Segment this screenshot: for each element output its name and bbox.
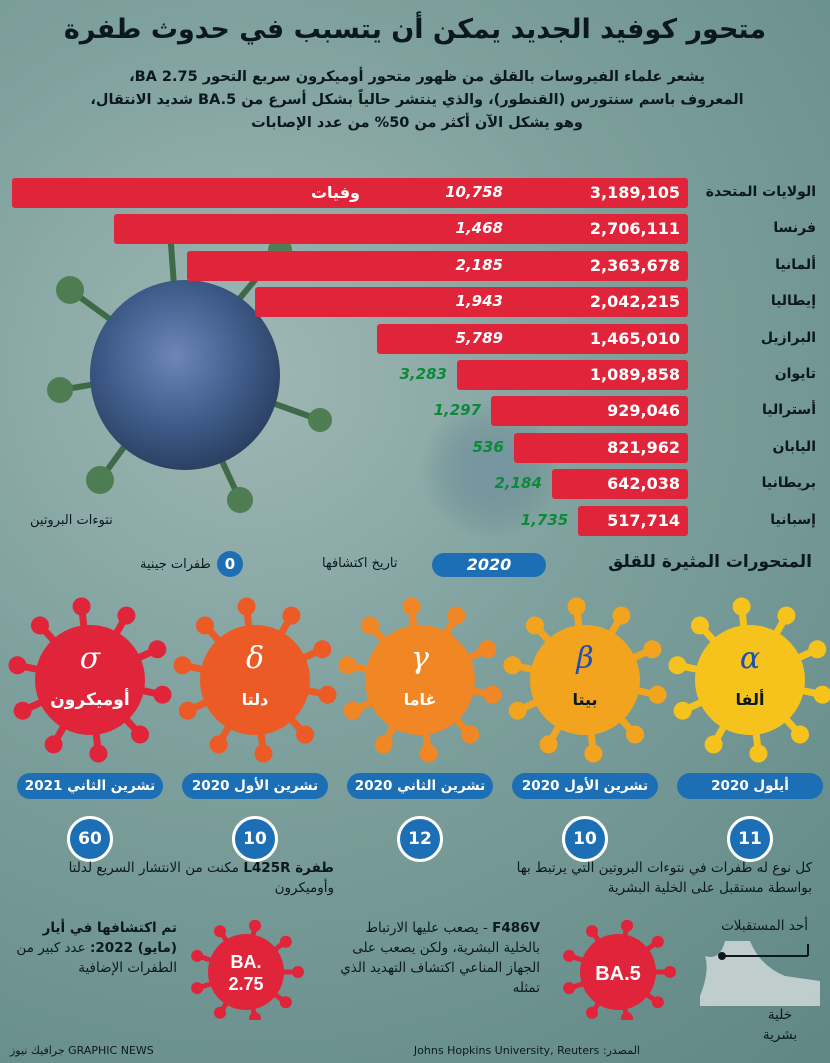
spike-tip — [214, 1007, 226, 1019]
variant-mutation-count: 10 — [232, 816, 278, 862]
legend-mutations-label: طفرات جينية — [140, 557, 211, 572]
variant-mutation-count: 12 — [397, 816, 443, 862]
variant-spike-tip — [403, 597, 421, 615]
cases-value: 821,962 — [607, 437, 680, 457]
variant-spike-tip — [254, 745, 272, 763]
variant-spike-tip — [313, 640, 331, 658]
cases-value: 929,046 — [607, 401, 680, 421]
variant-spike-tip — [8, 656, 26, 674]
country-label: بريطانيا — [761, 475, 816, 492]
deaths-value: 10,758 — [445, 183, 503, 201]
note-l425r-body: مكنت من الانتشار السريع لدلتا وأوميكرون — [68, 860, 334, 896]
variant-spike-tip — [89, 745, 107, 763]
variant-spike-tip — [45, 735, 63, 753]
variant-name: غاما — [403, 690, 437, 709]
variant-spike-tip — [777, 607, 795, 625]
country-label: أستراليا — [761, 402, 816, 419]
variant-symbol: β — [576, 641, 594, 676]
variant-virus — [8, 597, 171, 762]
country-label: فرنسا — [773, 220, 816, 237]
spike-tip — [563, 982, 575, 994]
variant-spike-tip — [584, 745, 602, 763]
intro-text — [22, 66, 812, 135]
deaths-label: وفيات — [310, 183, 360, 202]
cases-value: 1,465,010 — [589, 328, 680, 348]
ba275-virus — [176, 920, 316, 1020]
source-credit: المصدر: Johns Hopkins University, Reuters — [413, 1044, 640, 1057]
variant-virus — [668, 597, 830, 762]
variant-symbol: σ — [79, 641, 101, 676]
deaths-value: 2,185 — [455, 255, 503, 274]
country-label: ألمانيا — [775, 256, 816, 273]
spike-tip — [586, 1007, 598, 1019]
country-label: البرازيل — [760, 329, 816, 346]
variant-name: ألفا — [735, 690, 765, 709]
variant-spike-tip — [808, 640, 826, 658]
cases-value: 2,042,215 — [589, 292, 680, 312]
spike-tip — [249, 920, 261, 932]
spike-tip — [621, 1012, 633, 1020]
variant-spike-tip — [73, 597, 91, 615]
country-label: الولايات المتحدة — [705, 184, 816, 200]
cases-value: 642,038 — [607, 474, 680, 494]
variant-spike-tip — [503, 656, 521, 674]
country-label: إيطاليا — [770, 293, 816, 310]
note-f486v — [330, 918, 540, 998]
variant-spike-tip — [484, 686, 502, 704]
note-f486v-title: F486V — [492, 920, 540, 936]
variant-spike-tip — [210, 735, 228, 753]
deaths-value: 2,184 — [494, 474, 542, 493]
spike-tip — [191, 950, 203, 962]
variant-spike-tip — [733, 597, 751, 615]
spike-tip — [664, 966, 676, 978]
intro-line: يشعر علماء الفيروسات بالقلق من ظهور متحور أوميكرون سريع التحور BA 2.75، — [129, 69, 705, 85]
variant-mutation-count: 11 — [727, 816, 773, 862]
variant-spike-tip — [791, 726, 809, 744]
legend-year-label: تاريخ اكتشافها — [322, 556, 398, 571]
variant-spike-tip — [568, 597, 586, 615]
section-title: المتحورات المثيرة للقلق — [608, 552, 812, 572]
intro-line: وهو يشكل الآن أكثر من 50% من عدد الإصابات — [251, 115, 583, 131]
variant-spike-tip — [319, 686, 337, 704]
country-label: إسبانيا — [770, 511, 816, 528]
deaths-value: 5,789 — [455, 328, 503, 347]
variant-symbol: δ — [245, 641, 265, 676]
spike-tip — [191, 982, 203, 994]
legend-year-pill: 2020 — [432, 553, 546, 577]
variant-symbol: α — [739, 641, 761, 676]
variant-spike-tip — [296, 726, 314, 744]
variants-row — [0, 585, 830, 775]
cases-value: 1,089,858 — [589, 365, 680, 384]
brand-credit: GRAPHIC NEWS جرافيك نيوز — [10, 1044, 154, 1057]
variant-spike-tip — [526, 616, 544, 634]
variant-spike-tip — [668, 656, 686, 674]
variant-mutation-count: 60 — [67, 816, 113, 862]
variant-spike-tip — [238, 597, 256, 615]
variant-name: دلتا — [241, 690, 269, 709]
protein-spikes-label: نتوءات البروتين — [30, 513, 113, 528]
cell-label: خلية بشرية — [762, 1007, 798, 1043]
variant-spike-tip — [179, 702, 197, 720]
variant-spike-tip — [749, 745, 767, 763]
deaths-value: 1,297 — [433, 401, 482, 420]
variant-date-pill: تشرين الثاني 2021 — [17, 773, 163, 799]
variant-spike-tip — [419, 745, 437, 763]
page-title: متحور كوفيد الجديد يمكن أن يتسبب في حدوث طفرة — [63, 14, 767, 45]
intro-line: المعروف باسم سنتورس (القنطور)، والذي ينتشر حالياً بشكل أسرع من BA.5 شديد الانتقال، — [90, 92, 744, 108]
note-ba275-body: عدد كبير من الطفرات الإضافية — [16, 940, 177, 976]
country-label: اليابان — [772, 438, 816, 455]
spike-tip — [280, 936, 292, 948]
cases-value: 2,706,111 — [589, 219, 680, 239]
note-f486v-body: - يصعب عليها الارتباط بالخلية البشرية، ولكن يصعب على الجهاز المناعي اكتشاف التهديد الذي تمثله — [340, 920, 540, 996]
variant-spike-tip — [173, 656, 191, 674]
note-ba275 — [12, 918, 177, 978]
deaths-value: 1,943 — [455, 292, 503, 311]
spike-tip — [249, 1012, 261, 1020]
deaths-value: 3,283 — [399, 365, 447, 383]
variant-spike-tip — [361, 616, 379, 634]
variant-spike-tip — [691, 616, 709, 634]
deaths-value: 1,735 — [520, 510, 569, 529]
spike-tip — [652, 936, 664, 948]
note-l425r — [14, 858, 334, 898]
variant-spike-tip — [540, 735, 558, 753]
cases-value: 2,363,678 — [589, 255, 680, 275]
ba275-label-2: 2.75 — [228, 974, 264, 994]
variant-spike-tip — [154, 686, 172, 704]
variant-spike-tip — [814, 686, 830, 704]
variant-mutation-count: 10 — [562, 816, 608, 862]
variant-spike-tip — [117, 607, 135, 625]
variant-spike-tip — [338, 656, 356, 674]
note-ba275-title: تم اكتشافها في أيار (مايو) 2022: — [42, 920, 177, 956]
variant-spike-tip — [705, 735, 723, 753]
variant-virus — [503, 597, 666, 762]
variant-spike-tip — [344, 702, 362, 720]
spike-tip — [280, 996, 292, 1008]
spike-tip — [652, 996, 664, 1008]
spike-tip — [621, 920, 633, 932]
variant-spike-tip — [674, 702, 692, 720]
variant-date-pill: تشرين الأول 2020 — [182, 773, 328, 799]
receptor-cell-diagram — [690, 936, 820, 1006]
spike-tip — [563, 950, 575, 962]
variant-spike-tip — [196, 616, 214, 634]
ba5-label: BA.5 — [595, 963, 641, 985]
deaths-value: 536 — [472, 437, 504, 456]
legend-mutation-count: 0 — [217, 551, 243, 577]
variant-spike-tip — [282, 607, 300, 625]
variant-date-pill: أيلول 2020 — [677, 773, 823, 799]
note-spike-mutations: كل نوع له طفرات في نتوءات البروتين التي يرتبط بها بواسطة مستقبل على الخلية البشرية — [516, 860, 812, 896]
variant-spike-tip — [375, 735, 393, 753]
cases-value: 517,714 — [607, 510, 680, 530]
note-l425r-title: طفرة L425R — [243, 860, 334, 876]
variant-spike-tip — [131, 726, 149, 744]
variant-spike-tip — [447, 607, 465, 625]
ba275-label-1: BA. — [230, 952, 262, 972]
variant-name: أوميكرون — [50, 690, 130, 710]
cases-value: 3,189,105 — [589, 183, 680, 202]
variant-virus — [173, 597, 336, 762]
variant-date-pill: تشرين الأول 2020 — [512, 773, 658, 799]
variant-spike-tip — [626, 726, 644, 744]
variant-spike-tip — [478, 640, 496, 658]
variant-virus — [338, 597, 501, 762]
deaths-value: 1,468 — [455, 219, 503, 238]
variant-spike-tip — [14, 702, 32, 720]
ba5-virus — [548, 920, 688, 1020]
spike-tip — [214, 925, 226, 937]
variant-spike-tip — [148, 640, 166, 658]
variant-spike-tip — [612, 607, 630, 625]
variant-spike-tip — [461, 726, 479, 744]
variant-symbol: γ — [411, 641, 429, 676]
country-label: تايوان — [774, 366, 816, 382]
variant-spike-tip — [649, 686, 667, 704]
spike-tip — [586, 925, 598, 937]
variant-date-pill: تشرين الثاني 2020 — [347, 773, 493, 799]
variant-spike-tip — [643, 640, 661, 658]
variant-name: بيتا — [572, 690, 598, 709]
variant-spike-tip — [509, 702, 527, 720]
spike-tip — [292, 966, 304, 978]
variant-spike-tip — [31, 616, 49, 634]
receptor-label: أحد المستقبلات — [721, 918, 808, 934]
